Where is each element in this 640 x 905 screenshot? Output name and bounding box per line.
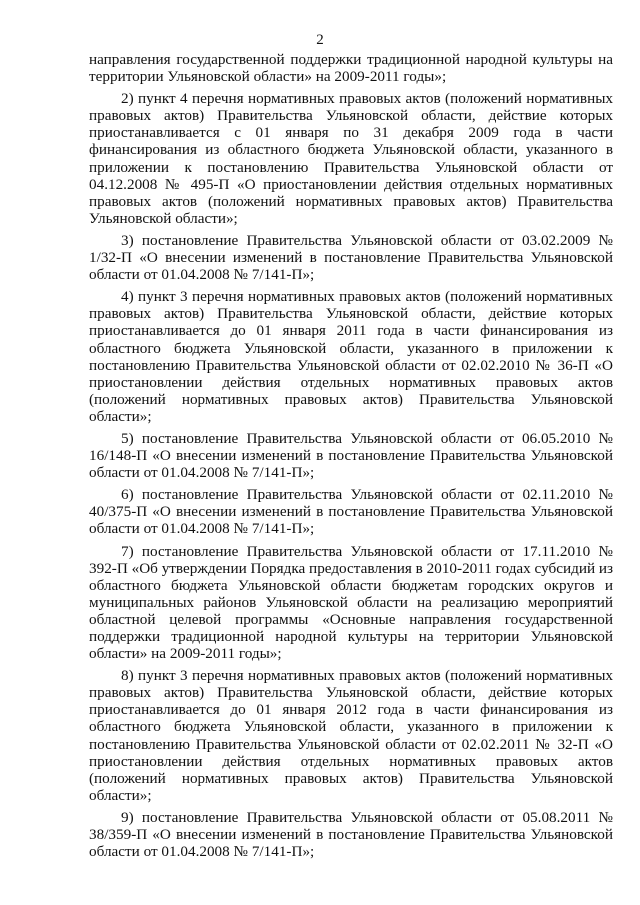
paragraph-item-5: 5) постановление Правительства Ульяновской области от 06.05.2010 № 16/148-П «О внесении изменений в постановление Правительства Ульяновской области от 01.04.2008 № 7/141-П»; [89, 429, 613, 482]
paragraph-item-8: 8) пункт 3 перечня нормативных правовых актов (положений нормативных правовых актов) Правительства Ульяновской области, действие которых приостанавливается до 01 января 2012 года в части финансирования из областного бюджета Ульяновской области, указанного в приложении к постановлению Правительства Ульяновской области от 02.02.2011 № 32-П «О приостановлении действия отдельных нормативных правовых актов (положений нормативных правовых актов) Правительства Ульяновской области»; [89, 667, 613, 804]
paragraph-item-7: 7) постановление Правительства Ульяновской области от 17.11.2010 № 392-П «Об утверждении Порядка предоставления в 2010-2011 годах субсидий из областного бюджета Ульяновской области бюджетам городских округов и муниципальных районов Ульяновской области на реализацию мероприятий областной целевой программы «Основные направления государственной поддержки традиционной народной культуры на территории Ульяновской области» на 2009-2011 годы»; [89, 542, 613, 663]
paragraph-item-6: 6) постановление Правительства Ульяновской области от 02.11.2010 № 40/375-П «О внесении изменений в постановление Правительства Ульяновской области от 01.04.2008 № 7/141-П»; [89, 486, 613, 538]
paragraph-item-4: 4) пункт 3 перечня нормативных правовых актов (положений нормативных правовых актов) Правительства Ульяновской области, действие которых приостанавливается до 01 января 2011 года в части финансирования из областного бюджета Ульяновской области, указанного в приложении к постановлению Правительства Ульяновской области от 02.02.2010 № 36-П «О приостановлении действия отдельных нормативных правовых актов (положений нормативных правовых актов) Правительства Ульяновской области»; [89, 288, 613, 425]
document-body [89, 51, 613, 865]
paragraph-item-3: 3) постановление Правительства Ульяновской области от 03.02.2009 № 1/32-П «О внесении изменений в постановление Правительства Ульяновской области от 01.04.2008 № 7/141-П»; [89, 231, 613, 284]
paragraph-item-2: 2) пункт 4 перечня нормативных правовых актов (положений нормативных правовых актов) Правительства Ульяновской области, действие которых приостанавливается с 01 января по 31 декабря 2009 года в части финансирования из областного бюджета Ульяновской области, указанного в приложении к постановлению Правительства Ульяновской области от 04.12.2008 № 495-П «О приостановлении действия отдельных нормативных правовых актов (положений нормативных правовых актов) Правительства Ульяновской области»; [89, 90, 613, 227]
paragraph-item-9: 9) постановление Правительства Ульяновской области от 05.08.2011 № 38/359-П «О внесении изменений в постановление Правительства Ульяновской области от 01.04.2008 № 7/141-П»; [89, 808, 613, 861]
page-number: 2 [316, 32, 324, 48]
paragraph-continuation: направления государственной поддержки традиционной народной культуры на территории Ульяновской области» на 2009-2011 годы»; [89, 51, 613, 86]
